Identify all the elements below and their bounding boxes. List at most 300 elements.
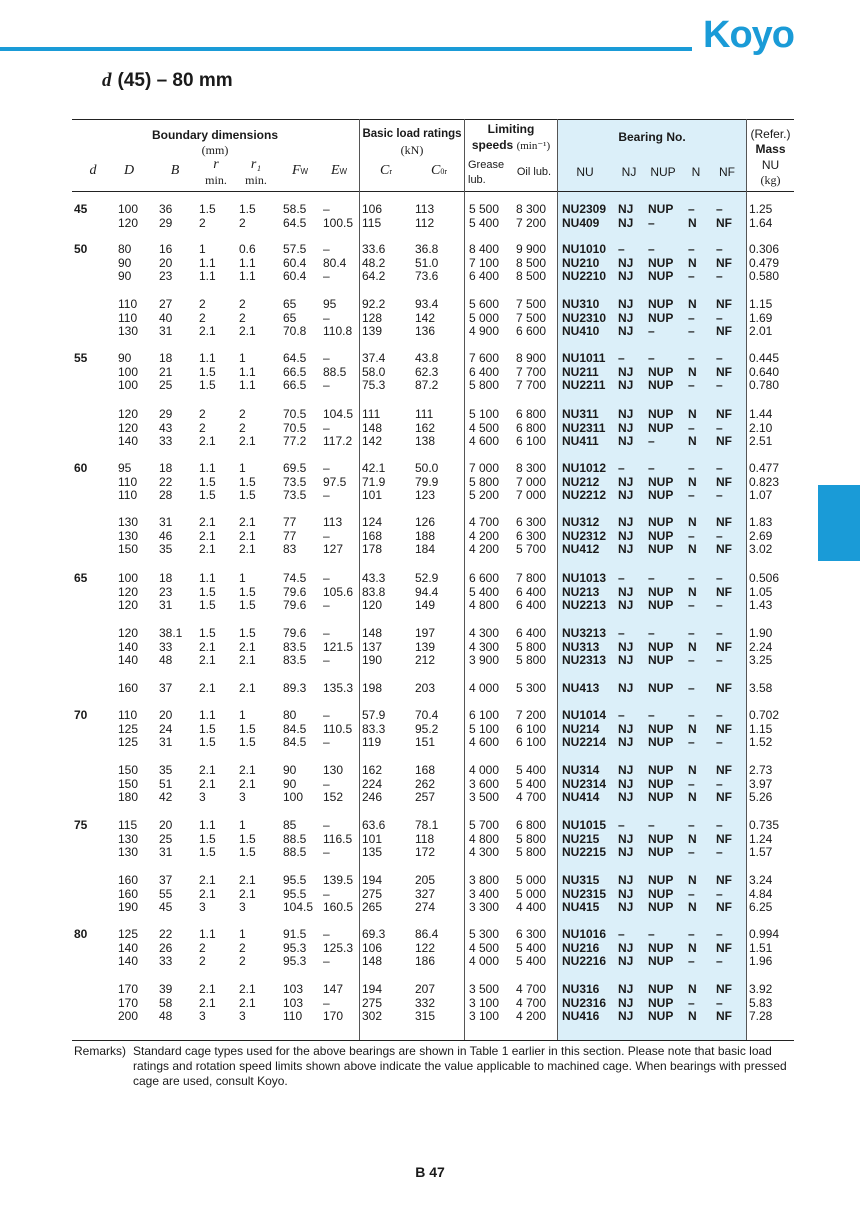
bearing-no-header: Bearing No. xyxy=(618,130,686,144)
cell-oil: 5 800 xyxy=(516,845,547,860)
column-divider xyxy=(557,119,558,1040)
cell-d: 90 xyxy=(118,351,132,365)
cell-d: 150 xyxy=(118,776,139,791)
cell-nj: NJ xyxy=(618,790,634,805)
cell-c0r: 332 xyxy=(415,995,436,1010)
cell-cr: 83.3 xyxy=(362,721,386,736)
cell-oil: 6 400 xyxy=(516,598,547,613)
cell-d: 120 xyxy=(118,584,139,599)
cell-nu: NU2315 xyxy=(562,886,607,901)
cell-c0r: 123 xyxy=(415,488,436,503)
cell-r1: 2.1 xyxy=(239,982,256,996)
cell-cr: 120 xyxy=(362,598,383,613)
cell-d: 120 xyxy=(118,420,139,435)
cell-ew: – xyxy=(323,242,330,256)
cell-c0r: 126 xyxy=(415,515,436,529)
cell-oil: 6 300 xyxy=(516,515,547,529)
cell-r: 2.1 xyxy=(199,763,216,777)
cell-n: N xyxy=(688,215,697,230)
col-B: B xyxy=(170,163,180,178)
cell-oil: 6 300 xyxy=(516,927,547,941)
cell-d: 125 xyxy=(118,721,139,736)
cell-grease: 6 600 xyxy=(469,571,500,585)
cell-fw: 70.8 xyxy=(283,324,307,339)
cell-r1: 1 xyxy=(239,461,246,475)
cell-r: 1.5 xyxy=(199,721,216,736)
cell-d: 120 xyxy=(118,215,139,230)
col-oil: Oil lub. xyxy=(516,166,552,178)
cell-fw: 57.5 xyxy=(283,242,307,256)
cell-nu: NU1015 xyxy=(562,818,607,832)
cell-mass: 3.97 xyxy=(749,776,773,791)
cell-nu: NU1012 xyxy=(562,461,607,475)
cell-nj: NJ xyxy=(618,434,634,449)
cell-nf: – xyxy=(716,708,723,722)
cell-nf: NF xyxy=(716,542,732,557)
cell-nj: – xyxy=(618,351,625,365)
cell-ew: 95 xyxy=(323,297,337,311)
cell-nup: NUP xyxy=(648,995,674,1010)
cell-n: – xyxy=(688,681,695,695)
cell-b: 23 xyxy=(159,584,173,599)
cell-grease: 3 100 xyxy=(469,995,500,1010)
cell-grease: 4 200 xyxy=(469,542,500,557)
cell-c0r: 207 xyxy=(415,982,436,996)
cell-ew: 152 xyxy=(323,790,344,805)
cell-fw: 88.5 xyxy=(283,845,307,860)
col-c0r-sub: 0r xyxy=(440,167,447,176)
cell-nf: – xyxy=(716,269,723,284)
cell-oil: 7 700 xyxy=(516,378,547,393)
cell-r1: 1 xyxy=(239,351,246,365)
column-divider xyxy=(746,119,747,1040)
cell-grease: 7 600 xyxy=(469,351,500,365)
cell-c0r: 118 xyxy=(415,831,435,846)
cell-nup: NUP xyxy=(648,269,674,284)
cell-d: 75 xyxy=(74,818,88,832)
cell-d: 160 xyxy=(118,886,139,901)
title-range: (45) – 80 mm xyxy=(117,70,233,91)
cell-b: 51 xyxy=(159,776,173,791)
cell-c0r: 205 xyxy=(415,873,436,887)
cell-c0r: 138 xyxy=(415,434,436,449)
cell-nj: – xyxy=(618,242,625,256)
cell-grease: 3 500 xyxy=(469,790,500,805)
cell-nf: – xyxy=(716,735,723,750)
cell-grease: 4 000 xyxy=(469,681,500,695)
cell-oil: 5 000 xyxy=(516,886,547,901)
cell-fw: 69.5 xyxy=(283,461,307,475)
cell-b: 18 xyxy=(159,461,173,475)
boundary-unit: (mm) xyxy=(201,143,229,157)
cell-n: – xyxy=(688,571,695,585)
cell-d: 140 xyxy=(118,940,139,955)
cell-r: 3 xyxy=(199,900,206,915)
cell-ew: 88.5 xyxy=(323,364,347,379)
cell-nup: NUP xyxy=(648,776,674,791)
cell-nf: NF xyxy=(716,873,732,887)
cell-r1: 1.5 xyxy=(239,474,256,489)
cell-b: 36 xyxy=(159,202,173,216)
col-D: D xyxy=(123,163,135,178)
cell-mass: 0.445 xyxy=(749,351,780,365)
cell-c0r: 52.9 xyxy=(415,571,439,585)
cell-d: 140 xyxy=(118,653,139,668)
page-number: B 47 xyxy=(415,1164,445,1180)
cell-c0r: 62.3 xyxy=(415,364,439,379)
cell-cr: 75.3 xyxy=(362,378,386,393)
cell-b: 58 xyxy=(159,995,173,1010)
cell-nj: NJ xyxy=(618,940,634,955)
cell-nf: – xyxy=(716,202,723,216)
cell-grease: 4 200 xyxy=(469,528,500,543)
cell-mass: 0.506 xyxy=(749,571,780,585)
cell-nf: – xyxy=(716,528,723,543)
cell-n: N xyxy=(688,831,697,846)
cell-fw: 60.4 xyxy=(283,269,307,284)
cell-nj: NJ xyxy=(618,297,634,311)
cell-nj: NJ xyxy=(618,407,634,421)
cell-oil: 8 500 xyxy=(516,255,547,270)
cell-cr: 194 xyxy=(362,982,383,996)
cell-r: 2.1 xyxy=(199,324,216,339)
cell-n: N xyxy=(688,584,697,599)
cell-nup: NUP xyxy=(648,735,674,750)
cell-grease: 5 100 xyxy=(469,407,500,421)
cell-mass: 4.84 xyxy=(749,886,773,901)
cell-b: 18 xyxy=(159,571,173,585)
cell-mass: 1.51 xyxy=(749,940,773,955)
cell-n: N xyxy=(688,297,697,311)
cell-nj: NJ xyxy=(618,269,634,284)
cell-nj: NJ xyxy=(618,202,634,216)
cell-nf: NF xyxy=(716,364,732,379)
cell-d: 45 xyxy=(74,202,88,216)
cell-oil: 7 500 xyxy=(516,310,547,325)
cell-cr: 106 xyxy=(362,940,383,955)
cell-nj: NJ xyxy=(618,378,634,393)
cell-ew: 110.8 xyxy=(323,324,353,339)
cell-ew: 110.5 xyxy=(323,721,353,736)
cell-cr: 142 xyxy=(362,434,383,449)
cell-nj: NJ xyxy=(618,324,634,339)
cell-b: 22 xyxy=(159,474,173,489)
cell-ew: 127 xyxy=(323,542,344,557)
cell-grease: 6 400 xyxy=(469,364,500,379)
cell-nu: NU2212 xyxy=(562,488,607,503)
cell-d: 200 xyxy=(118,1009,139,1024)
cell-d: 115 xyxy=(118,818,138,832)
cell-nj: NJ xyxy=(618,488,634,503)
cell-cr: 119 xyxy=(362,735,382,750)
cell-oil: 6 400 xyxy=(516,626,547,640)
cell-nf: NF xyxy=(716,790,732,805)
cell-n: – xyxy=(688,708,695,722)
cell-nup: NUP xyxy=(648,790,674,805)
cell-fw: 79.6 xyxy=(283,598,307,613)
cell-r1: 1 xyxy=(239,818,246,832)
cell-oil: 7 500 xyxy=(516,297,547,311)
cell-n: – xyxy=(688,351,695,365)
cell-n: – xyxy=(688,202,695,216)
cell-grease: 4 300 xyxy=(469,845,500,860)
cell-r1: 3 xyxy=(239,900,246,915)
cell-n: – xyxy=(688,269,695,284)
cell-oil: 5 000 xyxy=(516,873,547,887)
cell-nup: NUP xyxy=(648,763,674,777)
cell-grease: 3 100 xyxy=(469,1009,500,1024)
cell-mass: 0.479 xyxy=(749,255,780,270)
cell-grease: 7 000 xyxy=(469,461,500,475)
cell-oil: 6 800 xyxy=(516,818,547,832)
cell-n: N xyxy=(688,763,697,777)
cell-nf: – xyxy=(716,845,723,860)
cell-d: 80 xyxy=(118,242,132,256)
cell-nf: – xyxy=(716,995,723,1010)
cell-grease: 8 400 xyxy=(469,242,500,256)
cell-cr: 275 xyxy=(362,886,383,901)
cell-r: 2.1 xyxy=(199,982,216,996)
cell-nf: NF xyxy=(716,434,732,449)
cell-r: 2.1 xyxy=(199,886,216,901)
cell-nf: NF xyxy=(716,215,732,230)
cell-r: 2 xyxy=(199,310,206,325)
cell-r1: 1.5 xyxy=(239,584,256,599)
cell-cr: 148 xyxy=(362,420,383,435)
cell-nu: NU212 xyxy=(562,474,600,489)
cell-mass: 6.25 xyxy=(749,900,773,915)
cell-r: 2.1 xyxy=(199,515,216,529)
cell-nu: NU2313 xyxy=(562,653,607,668)
cell-nu: NU2211 xyxy=(562,378,606,393)
cell-ew: – xyxy=(323,420,330,435)
cell-nu: NU2309 xyxy=(562,202,607,216)
cell-d: 60 xyxy=(74,461,88,475)
cell-mass: 0.994 xyxy=(749,927,780,941)
cell-oil: 4 700 xyxy=(516,995,547,1010)
cell-nf: NF xyxy=(716,681,732,695)
cell-nj: NJ xyxy=(618,831,634,846)
cell-c0r: 95.2 xyxy=(415,721,439,736)
cell-nu: NU213 xyxy=(562,584,600,599)
cell-grease: 4 500 xyxy=(469,940,500,955)
cell-grease: 5 300 xyxy=(469,927,500,941)
cell-nf: NF xyxy=(716,639,732,654)
cell-b: 31 xyxy=(159,845,173,860)
cell-d: 150 xyxy=(118,763,139,777)
cell-nup: – xyxy=(648,351,655,365)
cell-d: 130 xyxy=(118,831,139,846)
cell-oil: 8 300 xyxy=(516,202,547,216)
cell-r: 1.5 xyxy=(199,845,216,860)
cell-grease: 3 900 xyxy=(469,653,500,668)
cell-n: N xyxy=(688,873,697,887)
col-mass-unit: (kg) xyxy=(760,173,781,187)
refer-label: (Refer.) xyxy=(750,127,791,141)
cell-ew: 170 xyxy=(323,1009,344,1024)
cell-grease: 4 500 xyxy=(469,420,500,435)
cell-cr: 111 xyxy=(362,407,381,421)
cell-fw: 64.5 xyxy=(283,215,307,230)
cell-r1: 3 xyxy=(239,1009,246,1024)
cell-nup: NUP xyxy=(648,202,674,216)
cell-oil: 7 200 xyxy=(516,215,547,230)
cell-oil: 5 400 xyxy=(516,763,547,777)
cell-d: 110 xyxy=(118,488,138,503)
cell-nup: NUP xyxy=(648,488,674,503)
cell-cr: 71.9 xyxy=(362,474,386,489)
cell-nu: NU1016 xyxy=(562,927,607,941)
cell-n: – xyxy=(688,378,695,393)
cell-b: 26 xyxy=(159,940,173,955)
cell-r1: 2.1 xyxy=(239,324,256,339)
cell-r: 2.1 xyxy=(199,681,216,695)
cell-oil: 5 400 xyxy=(516,940,547,955)
cell-nu: NU1010 xyxy=(562,242,607,256)
cell-grease: 4 000 xyxy=(469,954,500,969)
cell-ew: – xyxy=(323,954,330,969)
cell-nj: NJ xyxy=(618,900,634,915)
col-grease-lub: lub. xyxy=(468,174,486,186)
cell-r1: 2.1 xyxy=(239,681,256,695)
cell-n: – xyxy=(688,242,695,256)
cell-cr: 106 xyxy=(362,202,383,216)
cell-fw: 65 xyxy=(283,310,297,325)
cell-mass: 0.580 xyxy=(749,269,780,284)
cell-mass: 2.10 xyxy=(749,420,773,435)
cell-n: – xyxy=(688,461,695,475)
cell-d: 55 xyxy=(74,351,88,365)
cell-b: 35 xyxy=(159,542,173,557)
cell-ew: – xyxy=(323,488,330,503)
cell-nu: NU413 xyxy=(562,681,600,695)
col-fw-letter: F xyxy=(291,163,301,178)
cell-c0r: 203 xyxy=(415,681,436,695)
cell-nf: NF xyxy=(716,1009,732,1024)
load-ratings-header: Basic load ratings xyxy=(362,128,462,140)
cell-r: 1.5 xyxy=(199,378,216,393)
cell-ew: – xyxy=(323,845,330,860)
cell-r: 2.1 xyxy=(199,995,216,1010)
cell-nu: NU214 xyxy=(562,721,600,736)
cell-ew: 160.5 xyxy=(323,900,354,915)
col-cr xyxy=(374,163,398,179)
cell-grease: 3 300 xyxy=(469,900,500,915)
load-unit: (kN) xyxy=(400,143,424,157)
cell-nu: NU409 xyxy=(562,215,600,230)
cell-b: 35 xyxy=(159,763,173,777)
cell-cr: 302 xyxy=(362,1009,383,1024)
cell-mass: 1.57 xyxy=(749,845,773,860)
cell-fw: 90 xyxy=(283,776,297,791)
cell-r1: 1.5 xyxy=(239,721,256,736)
cell-fw: 64.5 xyxy=(283,351,307,365)
cell-b: 45 xyxy=(159,900,173,915)
cell-cr: 33.6 xyxy=(362,242,386,256)
cell-nf: – xyxy=(716,461,723,475)
cell-c0r: 36.8 xyxy=(415,242,439,256)
cell-nf: – xyxy=(716,626,723,640)
cell-grease: 5 800 xyxy=(469,474,500,489)
col-nu: NU xyxy=(576,165,594,179)
cell-mass: 1.83 xyxy=(749,515,773,529)
cell-r1: 2.1 xyxy=(239,995,256,1010)
cell-c0r: 151 xyxy=(415,735,436,750)
header-rule xyxy=(0,47,692,51)
cell-oil: 6 400 xyxy=(516,584,547,599)
cell-oil: 6 600 xyxy=(516,324,547,339)
cell-oil: 7 000 xyxy=(516,474,547,489)
cell-nup: NUP xyxy=(648,378,674,393)
cell-r1: 2 xyxy=(239,407,246,421)
cell-r1: 1.1 xyxy=(239,269,256,284)
cell-grease: 3 500 xyxy=(469,982,500,996)
cell-d: 80 xyxy=(74,927,88,941)
cell-oil: 8 300 xyxy=(516,461,547,475)
col-d: d xyxy=(89,163,97,178)
cell-cr: 246 xyxy=(362,790,383,805)
cell-n: – xyxy=(688,653,695,668)
cell-b: 22 xyxy=(159,927,173,941)
cell-fw: 83.5 xyxy=(283,639,307,654)
cell-nf: NF xyxy=(716,721,732,736)
cell-ew: 147 xyxy=(323,982,344,996)
cell-r1: 1 xyxy=(239,708,246,722)
cell-nup: NUP xyxy=(648,900,674,915)
cell-ew: 130 xyxy=(323,763,344,777)
cell-nu: NU310 xyxy=(562,297,600,311)
cell-c0r: 79.9 xyxy=(415,474,439,489)
cell-grease: 4 600 xyxy=(469,434,500,449)
cell-b: 29 xyxy=(159,215,173,230)
cell-d: 150 xyxy=(118,542,139,557)
cell-nup: NUP xyxy=(648,515,674,529)
cell-oil: 6 100 xyxy=(516,434,547,449)
cell-d: 170 xyxy=(118,982,139,996)
cell-n: N xyxy=(688,1009,697,1024)
cell-nu: NU316 xyxy=(562,982,600,996)
cell-cr: 148 xyxy=(362,626,383,640)
cell-nf: – xyxy=(716,776,723,791)
col-r-min: min. xyxy=(205,173,227,187)
cell-cr: 83.8 xyxy=(362,584,386,599)
cell-nu: NU3213 xyxy=(562,626,607,640)
cell-mass: 2.01 xyxy=(749,324,773,339)
cell-nu: NU2216 xyxy=(562,954,607,969)
cell-c0r: 315 xyxy=(415,1009,436,1024)
cell-d: 110 xyxy=(118,297,138,311)
cell-nup: NUP xyxy=(648,1009,674,1024)
cell-nu: NU211 xyxy=(562,364,599,379)
cell-nf: NF xyxy=(716,324,732,339)
col-r1: r₁ xyxy=(250,157,262,172)
cell-cr: 43.3 xyxy=(362,571,386,585)
cell-fw: 89.3 xyxy=(283,681,307,695)
cell-c0r: 122 xyxy=(415,940,436,955)
cell-nup: NUP xyxy=(648,310,674,325)
cell-grease: 4 800 xyxy=(469,831,500,846)
cell-nup: NUP xyxy=(648,831,674,846)
col-mass-nu: NU xyxy=(761,158,780,172)
cell-cr: 124 xyxy=(362,515,383,529)
cell-b: 27 xyxy=(159,297,173,311)
cell-grease: 7 100 xyxy=(469,255,500,270)
cell-nu: NU315 xyxy=(562,873,600,887)
col-nj: NJ xyxy=(621,165,637,179)
cell-nu: NU210 xyxy=(562,255,600,270)
cell-grease: 4 300 xyxy=(469,626,500,640)
cell-nup: NUP xyxy=(648,639,674,654)
